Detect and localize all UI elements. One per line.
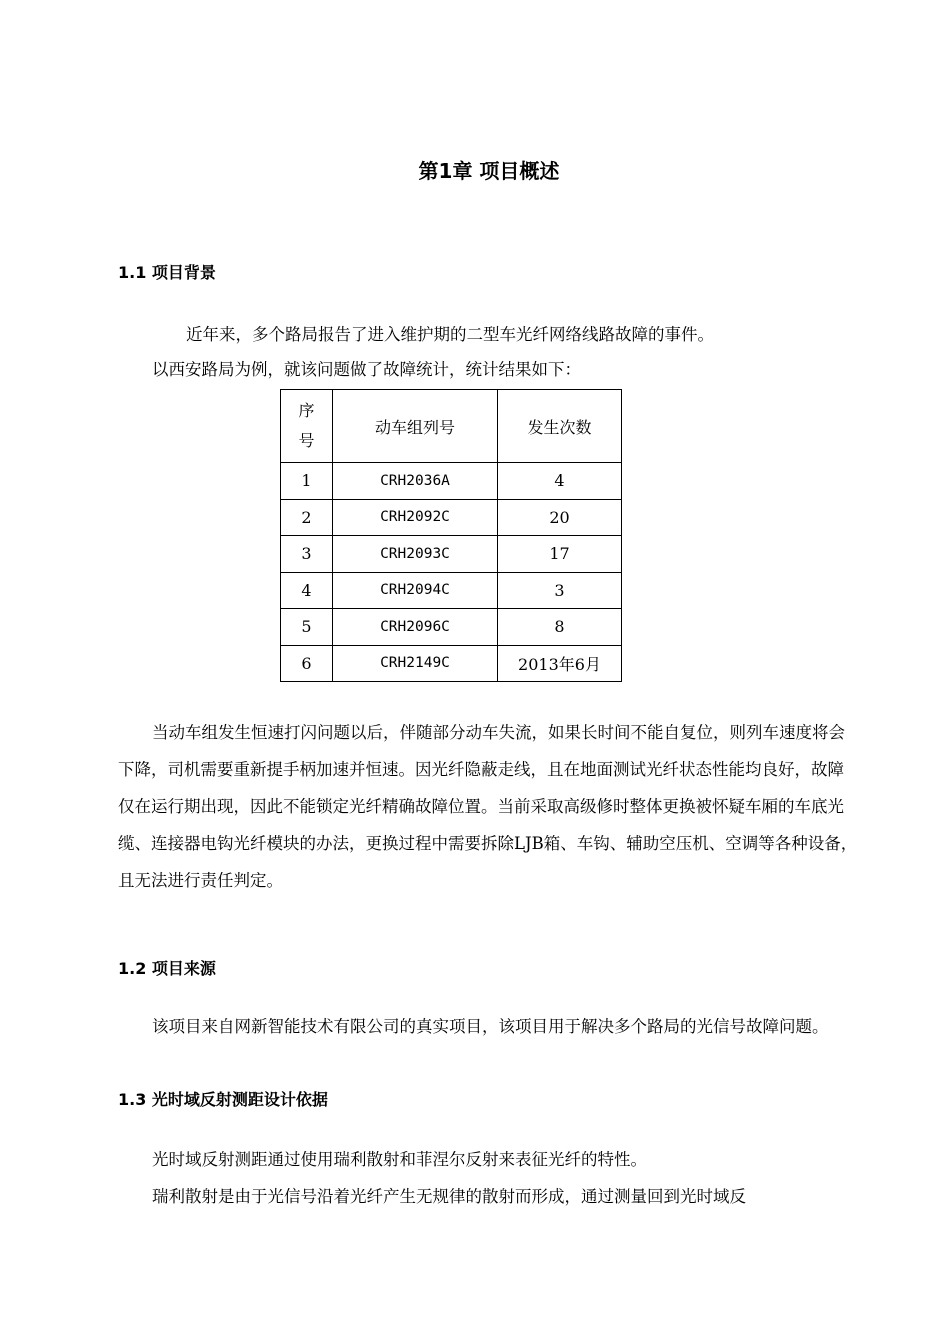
section-heading-1-1: 1.1 项目背景: [118, 263, 216, 282]
cell-count: 20: [498, 499, 622, 536]
cell-train: CRH2149C: [333, 645, 498, 682]
paragraph-rayleigh: 瑞利散射是由于光信号沿着光纤产生无规律的散射而形成，通过测量回到光时域反: [152, 1187, 746, 1206]
table-row: [281, 536, 622, 573]
cell-train: CRH2036A: [333, 463, 498, 500]
table-row: [281, 609, 622, 646]
chapter-title: 第1章 项目概述: [418, 159, 560, 183]
header-index: [281, 390, 333, 463]
table-row: [281, 499, 622, 536]
cell-count: 17: [498, 536, 622, 573]
cell-train: CRH2094C: [333, 572, 498, 609]
header-index-line2: 号: [298, 431, 315, 450]
cell-index: 3: [281, 536, 333, 573]
fault-statistics-table: [280, 389, 622, 682]
paragraph-otdr-intro: 光时域反射测距通过使用瑞利散射和菲涅尔反射来表征光纤的特性。: [152, 1150, 647, 1169]
table-row: [281, 572, 622, 609]
paragraph-background-stats-intro: 以西安路局为例，就该问题做了故障统计，统计结果如下：: [152, 360, 581, 379]
cell-index: 1: [281, 463, 333, 500]
cell-index: 2: [281, 499, 333, 536]
header-count: 发生次数: [498, 390, 622, 463]
cell-count: 8: [498, 609, 622, 646]
cell-train: CRH2096C: [333, 609, 498, 646]
header-train: 动车组列号: [333, 390, 498, 463]
paragraph-fault-description: 当动车组发生恒速打闪问题以后，伴随部分动车失流，如果长时间不能自复位，则列车速度将会下降，司机需要重新提手柄加速并恒速。因光纤隐蔽走线，且在地面测试光纤状态性能均良好，故障仅在运行期出现，因此不能锁定光纤精确故障位置。当前采取高级修时整体更换被怀疑车厢的车底光缆、连接器电钩光纤模块的办法，更换过程中需要拆除LJB箱、车钩、辅助空压机、空调等各种设备，且无法进行责任判定。: [118, 723, 858, 890]
table-row: [281, 463, 622, 500]
cell-count: 2013年6月: [498, 645, 622, 682]
table-row: [281, 645, 622, 682]
cell-train: CRH2092C: [333, 499, 498, 536]
cell-count: 3: [498, 572, 622, 609]
cell-index: 5: [281, 609, 333, 646]
paragraph-background-intro: 近年来，多个路局报告了进入维护期的二型车光纤网络线路故障的事件。: [186, 325, 714, 344]
cell-index: 4: [281, 572, 333, 609]
cell-index: 6: [281, 645, 333, 682]
section-heading-1-3: 1.3 光时域反射测距设计依据: [118, 1090, 328, 1109]
paragraph-project-source: 该项目来自网新智能技术有限公司的真实项目，该项目用于解决多个路局的光信号故障问题。: [152, 1017, 829, 1036]
section-heading-1-2: 1.2 项目来源: [118, 959, 216, 978]
cell-count: 4: [498, 463, 622, 500]
header-index-line1: 序: [298, 401, 315, 420]
table-header-row: [281, 390, 622, 463]
cell-train: CRH2093C: [333, 536, 498, 573]
